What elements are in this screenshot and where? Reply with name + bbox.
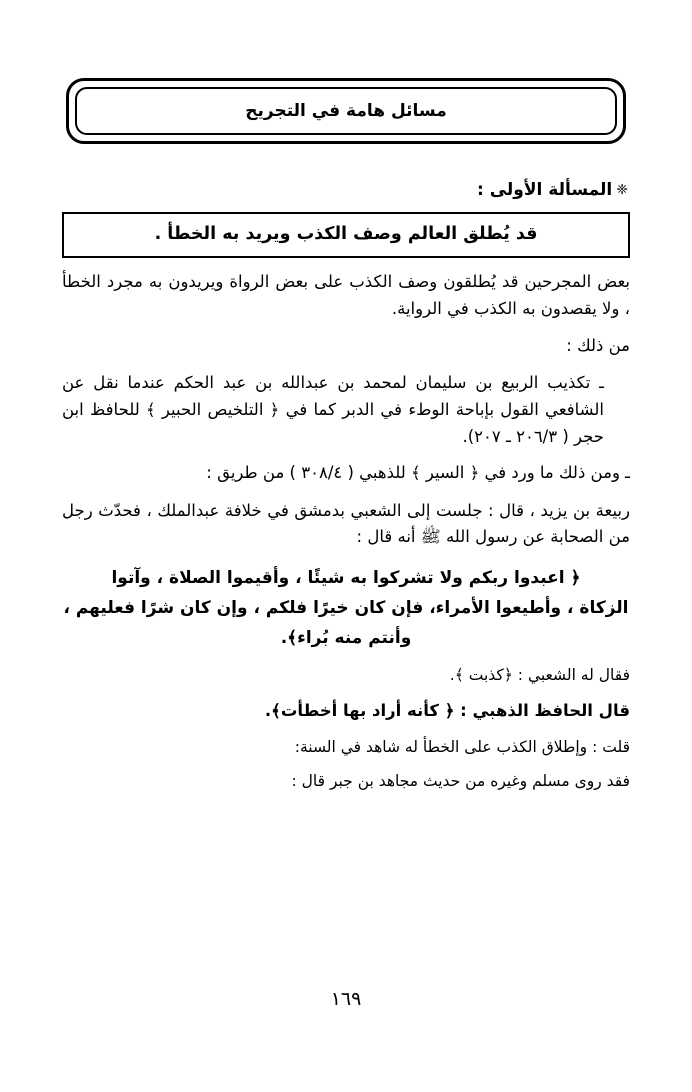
paragraph-5 (62, 498, 630, 551)
paragraph-7: قال الحافظ الذهبي : ﴿ كأنه أراد بها أخطأت﴾. (264, 701, 630, 721)
section-heading-text: المسألة الأولى : (477, 180, 613, 200)
hadith-line-2: الزكاة ، وأطيعوا الأمراء، فإن كان خيرًا فلكم ، وإن كان شرًا فعليهم ، (63, 597, 629, 618)
chapter-title: مسائل هامة في التجريح (245, 101, 447, 121)
section-heading (62, 180, 630, 200)
paragraph-2: من ذلك : (566, 335, 630, 355)
page-content (62, 78, 630, 794)
chapter-title-inner-border (75, 87, 617, 135)
star-icon: ❈ (616, 182, 628, 198)
boxed-statement: قد يُطلق العالم وصف الكذب ويريد به الخطأ . (62, 212, 630, 258)
paragraph-5-text: ربيعة بن يزيد ، قال : جلست إلى الشعبي بدمشق في خلافة عبدالملك ، فحدّث رجل من الصحابة عن رسول الله ﷺ أنه قال : (62, 500, 630, 547)
paragraph-3: ـ تكذيب الربيع بن سليمان لمحمد بن عبدالله بن عبد الحكم عندما نقل عن الشافعي القول بإباحة الوطء في الدبر كما في ﴿ التلخيص الحبير ﴾ للحافظ ابن حجر ( ٢٠٦/٣ ـ ٢٠٧). (62, 373, 604, 446)
chapter-title-band (66, 78, 626, 144)
hadith-line-1: ﴿ اعبدوا ربكم ولا تشركوا به شيئًا ، وأقيموا الصلاة ، وآتوا (111, 568, 581, 589)
paragraph-8: قلت : وإطلاق الكذب على الخطأ له شاهد في السنة: (294, 737, 630, 756)
paragraph-1: بعض المجرحين قد يُطلقون وصف الكذب على بعض الرواة ويريدون به مجرد الخطأ ، ولا يقصدون به الكذب في الرواية. (62, 272, 630, 318)
paragraph-6: فقال له الشعبي : ﴿كذبت ﴾. (449, 666, 630, 685)
paragraph-9: فقد روى مسلم وغيره من حديث مجاهد بن جبر قال : (291, 772, 630, 791)
paragraph-4: ـ ومن ذلك ما ورد في ﴿ السير ﴾ للذهبي ( ٣٠٨/٤ ) من طريق : (206, 463, 630, 483)
page-number: ١٦٩ (330, 988, 362, 1010)
hadith-line-3: وأنتم منه بُراء﴾. (280, 627, 412, 648)
hadith-quote (62, 564, 630, 653)
